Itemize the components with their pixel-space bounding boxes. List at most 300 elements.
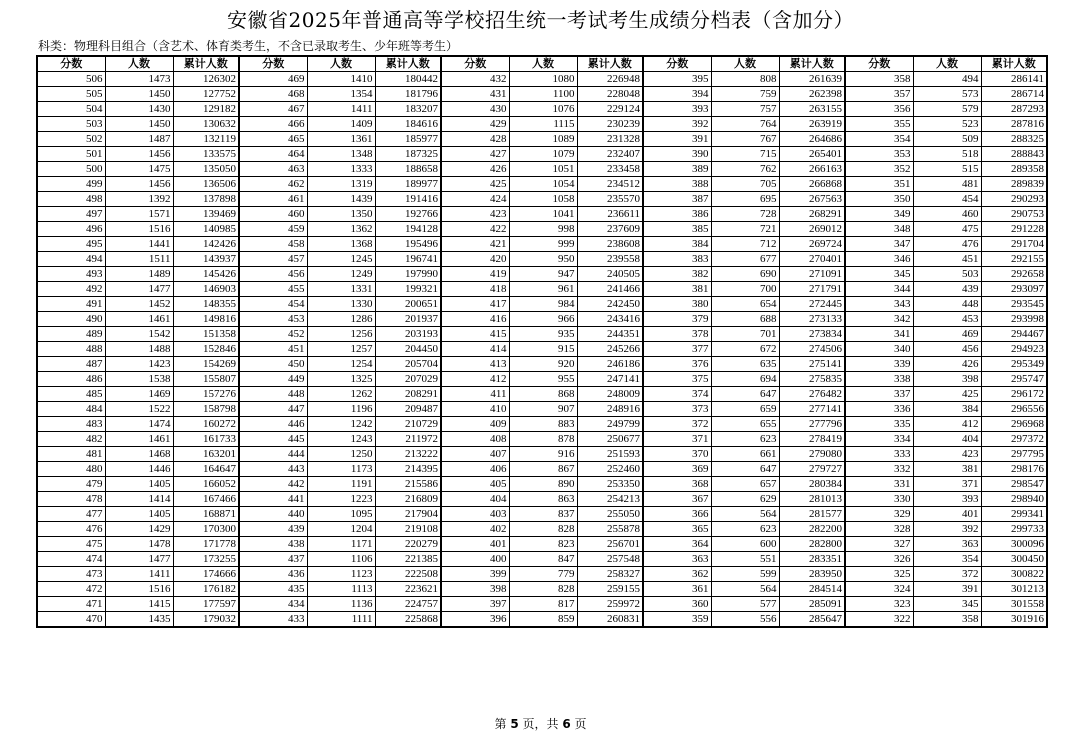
count-cell: 1411 [105,567,173,582]
count-cell: 564 [711,582,779,597]
count-cell: 371 [913,477,981,492]
header-cumulative: 累计人数 [577,56,643,72]
count-cell: 1362 [307,222,375,237]
score-cell: 334 [845,432,913,447]
cumulative-cell: 279727 [779,462,845,477]
cumulative-cell: 139469 [173,207,239,222]
score-cell: 405 [441,477,509,492]
count-cell: 659 [711,402,779,417]
cumulative-cell: 184616 [375,117,441,132]
score-cell: 474 [37,552,105,567]
count-cell: 1354 [307,87,375,102]
cumulative-cell: 271091 [779,267,845,282]
cumulative-cell: 291228 [981,222,1047,237]
count-cell: 1250 [307,447,375,462]
count-cell: 762 [711,162,779,177]
score-cell: 411 [441,387,509,402]
score-cell: 378 [643,327,711,342]
cumulative-cell: 199321 [375,282,441,297]
count-cell: 657 [711,477,779,492]
score-cell: 365 [643,522,711,537]
score-cell: 466 [239,117,307,132]
count-cell: 1262 [307,387,375,402]
score-cell: 434 [239,597,307,612]
count-cell: 654 [711,297,779,312]
score-cell: 359 [643,612,711,628]
cumulative-cell: 281577 [779,507,845,522]
cumulative-cell: 209487 [375,402,441,417]
score-cell: 392 [643,117,711,132]
count-cell: 915 [509,342,577,357]
count-cell: 767 [711,132,779,147]
score-cell: 402 [441,522,509,537]
score-cell: 407 [441,447,509,462]
score-cell: 456 [239,267,307,282]
cumulative-cell: 273133 [779,312,845,327]
score-cell: 473 [37,567,105,582]
cumulative-cell: 192766 [375,207,441,222]
cumulative-cell: 214395 [375,462,441,477]
cumulative-cell: 208291 [375,387,441,402]
score-cell: 490 [37,312,105,327]
score-cell: 331 [845,477,913,492]
score-cell: 337 [845,387,913,402]
count-cell: 907 [509,402,577,417]
score-cell: 338 [845,372,913,387]
score-cell: 459 [239,222,307,237]
score-cell: 390 [643,147,711,162]
table-row [37,237,1047,252]
score-cell: 340 [845,342,913,357]
count-cell: 448 [913,297,981,312]
cumulative-cell: 188658 [375,162,441,177]
count-cell: 423 [913,447,981,462]
cumulative-cell: 166052 [173,477,239,492]
count-cell: 453 [913,312,981,327]
cumulative-cell: 217904 [375,507,441,522]
score-cell: 425 [441,177,509,192]
cumulative-cell: 301213 [981,582,1047,597]
score-cell: 333 [845,447,913,462]
count-cell: 1079 [509,147,577,162]
cumulative-cell: 279080 [779,447,845,462]
count-cell: 817 [509,597,577,612]
cumulative-cell: 275835 [779,372,845,387]
cumulative-cell: 289358 [981,162,1047,177]
score-cell: 342 [845,312,913,327]
score-cell: 477 [37,507,105,522]
count-cell: 1361 [307,132,375,147]
score-cell: 323 [845,597,913,612]
count-cell: 1243 [307,432,375,447]
score-cell: 458 [239,237,307,252]
cumulative-cell: 263155 [779,102,845,117]
score-cell: 421 [441,237,509,252]
table-row [37,387,1047,402]
count-cell: 859 [509,612,577,628]
cumulative-cell: 157276 [173,387,239,402]
score-cell: 415 [441,327,509,342]
count-cell: 1223 [307,492,375,507]
cumulative-cell: 152846 [173,342,239,357]
score-cell: 374 [643,387,711,402]
score-cell: 388 [643,177,711,192]
score-cell: 370 [643,447,711,462]
cumulative-cell: 220279 [375,537,441,552]
count-cell: 1089 [509,132,577,147]
score-cell: 393 [643,102,711,117]
count-cell: 1452 [105,297,173,312]
score-cell: 486 [37,372,105,387]
count-cell: 947 [509,267,577,282]
count-cell: 1348 [307,147,375,162]
score-cell: 360 [643,597,711,612]
score-cell: 427 [441,147,509,162]
score-cell: 385 [643,222,711,237]
score-cell: 499 [37,177,105,192]
header-score: 分数 [845,56,913,72]
cumulative-cell: 140985 [173,222,239,237]
score-cell: 461 [239,192,307,207]
count-cell: 1522 [105,402,173,417]
count-cell: 1325 [307,372,375,387]
score-cell: 479 [37,477,105,492]
cumulative-cell: 243416 [577,312,643,327]
score-cell: 497 [37,207,105,222]
count-cell: 345 [913,597,981,612]
count-cell: 494 [913,72,981,87]
count-cell: 577 [711,597,779,612]
cumulative-cell: 185977 [375,132,441,147]
table-row [37,252,1047,267]
cumulative-cell: 298176 [981,462,1047,477]
cumulative-cell: 195496 [375,237,441,252]
cumulative-cell: 196741 [375,252,441,267]
cumulative-cell: 229124 [577,102,643,117]
score-cell: 424 [441,192,509,207]
cumulative-cell: 135050 [173,162,239,177]
score-cell: 435 [239,582,307,597]
count-cell: 961 [509,282,577,297]
table-row [37,207,1047,222]
score-cell: 335 [845,417,913,432]
cumulative-cell: 293545 [981,297,1047,312]
score-cell: 416 [441,312,509,327]
count-cell: 518 [913,147,981,162]
count-cell: 878 [509,432,577,447]
cumulative-cell: 145426 [173,267,239,282]
score-cell: 371 [643,432,711,447]
score-cell: 448 [239,387,307,402]
score-cell: 399 [441,567,509,582]
cumulative-cell: 291704 [981,237,1047,252]
cumulative-cell: 201937 [375,312,441,327]
current-page-number: 5 [510,717,519,731]
score-cell: 476 [37,522,105,537]
cumulative-cell: 247141 [577,372,643,387]
cumulative-cell: 155807 [173,372,239,387]
count-cell: 863 [509,492,577,507]
count-cell: 1456 [105,147,173,162]
cumulative-cell: 164647 [173,462,239,477]
count-cell: 1450 [105,117,173,132]
score-cell: 387 [643,192,711,207]
score-cell: 470 [37,612,105,628]
header-count: 人数 [105,56,173,72]
score-cell: 414 [441,342,509,357]
score-cell: 422 [441,222,509,237]
count-cell: 1450 [105,87,173,102]
cumulative-cell: 226948 [577,72,643,87]
score-cell: 498 [37,192,105,207]
count-cell: 451 [913,252,981,267]
count-cell: 523 [913,117,981,132]
count-cell: 600 [711,537,779,552]
table-row [37,492,1047,507]
count-cell: 779 [509,567,577,582]
score-cell: 325 [845,567,913,582]
count-cell: 393 [913,492,981,507]
cumulative-cell: 293097 [981,282,1047,297]
cumulative-cell: 298547 [981,477,1047,492]
count-cell: 573 [913,87,981,102]
score-cell: 363 [643,552,711,567]
cumulative-cell: 211972 [375,432,441,447]
header-score: 分数 [441,56,509,72]
score-cell: 446 [239,417,307,432]
score-cell: 478 [37,492,105,507]
count-cell: 398 [913,372,981,387]
score-cell: 368 [643,477,711,492]
count-cell: 705 [711,177,779,192]
table-row [37,282,1047,297]
cumulative-cell: 126302 [173,72,239,87]
header-score: 分数 [239,56,307,72]
count-cell: 381 [913,462,981,477]
count-cell: 677 [711,252,779,267]
count-cell: 890 [509,477,577,492]
header-score: 分数 [643,56,711,72]
count-cell: 1095 [307,507,375,522]
count-cell: 1249 [307,267,375,282]
score-cell: 400 [441,552,509,567]
score-cell: 419 [441,267,509,282]
score-cell: 357 [845,87,913,102]
cumulative-cell: 273834 [779,327,845,342]
count-cell: 1477 [105,282,173,297]
score-cell: 501 [37,147,105,162]
cumulative-cell: 296968 [981,417,1047,432]
count-cell: 837 [509,507,577,522]
cumulative-cell: 264686 [779,132,845,147]
score-cell: 449 [239,372,307,387]
count-cell: 454 [913,192,981,207]
count-cell: 1076 [509,102,577,117]
table-row [37,537,1047,552]
score-cell: 429 [441,117,509,132]
header-cumulative: 累计人数 [375,56,441,72]
cumulative-cell: 277796 [779,417,845,432]
cumulative-cell: 187325 [375,147,441,162]
cumulative-cell: 263919 [779,117,845,132]
count-cell: 999 [509,237,577,252]
count-cell: 828 [509,522,577,537]
table-row [37,552,1047,567]
cumulative-cell: 285647 [779,612,845,628]
cumulative-cell: 286141 [981,72,1047,87]
score-cell: 386 [643,207,711,222]
cumulative-cell: 274506 [779,342,845,357]
cumulative-cell: 262398 [779,87,845,102]
count-cell: 1405 [105,477,173,492]
count-cell: 690 [711,267,779,282]
score-cell: 394 [643,87,711,102]
score-cell: 361 [643,582,711,597]
cumulative-cell: 183207 [375,102,441,117]
count-cell: 1469 [105,387,173,402]
table-row [37,177,1047,192]
cumulative-cell: 248916 [577,402,643,417]
count-cell: 1368 [307,237,375,252]
cumulative-cell: 259155 [577,582,643,597]
cumulative-cell: 237609 [577,222,643,237]
cumulative-cell: 278419 [779,432,845,447]
score-cell: 443 [239,462,307,477]
cumulative-cell: 301558 [981,597,1047,612]
count-cell: 579 [913,102,981,117]
score-cell: 444 [239,447,307,462]
header-count: 人数 [307,56,375,72]
count-cell: 966 [509,312,577,327]
cumulative-cell: 146903 [173,282,239,297]
cumulative-cell: 296556 [981,402,1047,417]
cumulative-cell: 257548 [577,552,643,567]
count-cell: 721 [711,222,779,237]
count-cell: 623 [711,432,779,447]
score-cell: 482 [37,432,105,447]
count-cell: 1350 [307,207,375,222]
score-cell: 447 [239,402,307,417]
score-cell: 372 [643,417,711,432]
cumulative-cell: 210729 [375,417,441,432]
cumulative-cell: 191416 [375,192,441,207]
score-cell: 451 [239,342,307,357]
count-cell: 1111 [307,612,375,628]
score-cell: 423 [441,207,509,222]
count-cell: 1245 [307,252,375,267]
score-cell: 417 [441,297,509,312]
count-cell: 1542 [105,327,173,342]
score-cell: 488 [37,342,105,357]
count-cell: 647 [711,462,779,477]
score-cell: 398 [441,582,509,597]
score-cell: 475 [37,537,105,552]
score-cell: 437 [239,552,307,567]
count-cell: 1435 [105,612,173,628]
count-cell: 1441 [105,237,173,252]
score-cell: 404 [441,492,509,507]
table-row [37,567,1047,582]
score-cell: 328 [845,522,913,537]
cumulative-cell: 285091 [779,597,845,612]
cumulative-cell: 171778 [173,537,239,552]
score-cell: 430 [441,102,509,117]
count-cell: 883 [509,417,577,432]
score-cell: 502 [37,132,105,147]
cumulative-cell: 296172 [981,387,1047,402]
cumulative-cell: 170300 [173,522,239,537]
table-row [37,192,1047,207]
cumulative-cell: 129182 [173,102,239,117]
cumulative-cell: 268291 [779,207,845,222]
cumulative-cell: 246186 [577,357,643,372]
score-cell: 438 [239,537,307,552]
cumulative-cell: 239558 [577,252,643,267]
count-cell: 1058 [509,192,577,207]
score-cell: 481 [37,447,105,462]
cumulative-cell: 221385 [375,552,441,567]
count-cell: 1456 [105,177,173,192]
count-cell: 1516 [105,582,173,597]
score-cell: 504 [37,102,105,117]
cumulative-cell: 287293 [981,102,1047,117]
count-cell: 503 [913,267,981,282]
score-cell: 465 [239,132,307,147]
score-cell: 480 [37,462,105,477]
score-distribution-table [36,55,1048,628]
score-cell: 382 [643,267,711,282]
count-cell: 1113 [307,582,375,597]
count-cell: 1487 [105,132,173,147]
count-cell: 808 [711,72,779,87]
score-cell: 362 [643,567,711,582]
count-cell: 998 [509,222,577,237]
score-cell: 366 [643,507,711,522]
score-cell: 339 [845,357,913,372]
cumulative-cell: 253350 [577,477,643,492]
score-cell: 344 [845,282,913,297]
count-cell: 1488 [105,342,173,357]
page-title: 安徽省2025年普通高等学校招生统一考试考生成绩分档表（含加分） [227,8,854,32]
cumulative-cell: 281013 [779,492,845,507]
cumulative-cell: 295349 [981,357,1047,372]
count-cell: 1136 [307,597,375,612]
cumulative-cell: 297372 [981,432,1047,447]
score-cell: 376 [643,357,711,372]
count-cell: 712 [711,237,779,252]
score-cell: 433 [239,612,307,628]
score-cell: 410 [441,402,509,417]
score-cell: 413 [441,357,509,372]
table-row [37,462,1047,477]
score-cell: 397 [441,597,509,612]
count-cell: 635 [711,357,779,372]
table-row [37,147,1047,162]
cumulative-cell: 207029 [375,372,441,387]
score-cell: 389 [643,162,711,177]
table-row [37,582,1047,597]
score-cell: 500 [37,162,105,177]
count-cell: 672 [711,342,779,357]
score-cell: 343 [845,297,913,312]
count-cell: 1446 [105,462,173,477]
score-cell: 375 [643,372,711,387]
score-cell: 491 [37,297,105,312]
cumulative-cell: 255050 [577,507,643,522]
count-cell: 647 [711,387,779,402]
score-cell: 403 [441,507,509,522]
cumulative-cell: 286714 [981,87,1047,102]
